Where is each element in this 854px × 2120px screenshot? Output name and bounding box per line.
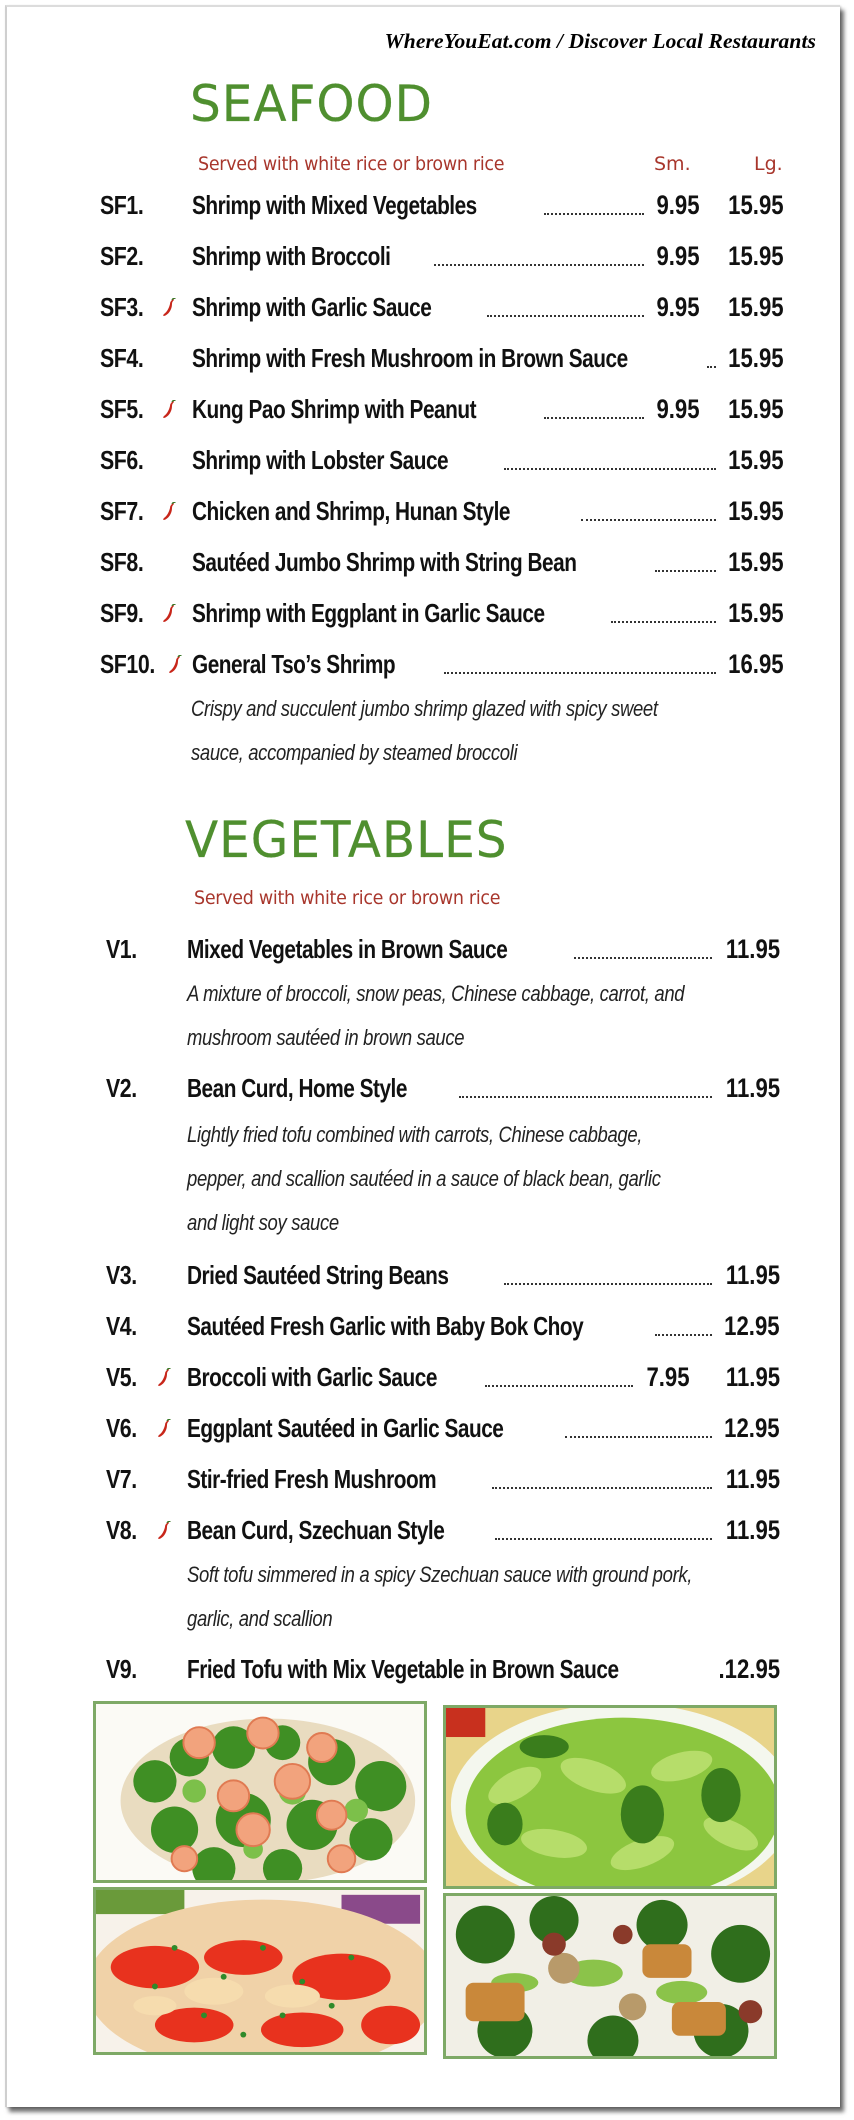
- section-subtitle-vegetables: Served with white rice or brown rice: [194, 887, 501, 909]
- item-code: SF4.: [100, 343, 144, 373]
- item-code: V5.: [106, 1362, 137, 1392]
- item-code: V8.: [106, 1515, 137, 1545]
- food-photo-bok-choy: [443, 1705, 777, 1889]
- item-name: Kung Pao Shrimp with Peanut: [192, 394, 477, 424]
- description-line: Lightly fried tofu combined with carrots, Chinese cabbage,: [187, 1122, 643, 1147]
- spicy-pepper-icon: [161, 298, 177, 318]
- price-large: 15.95: [728, 496, 784, 526]
- description-line: Crispy and succulent jumbo shrimp glazed with spicy sweet: [191, 696, 658, 721]
- menu-item-sf4: [7, 341, 840, 375]
- item-code: V3.: [106, 1260, 137, 1290]
- menu-item-v9: [7, 1652, 840, 1686]
- price-large: .12.95: [718, 1654, 780, 1684]
- item-name: Sautéed Jumbo Shrimp with String Bean: [192, 547, 577, 577]
- price-large: 15.95: [728, 547, 784, 577]
- item-name: Shrimp with Lobster Sauce: [192, 445, 449, 475]
- dot-leader: [504, 1283, 712, 1285]
- site-watermark: WhereYouEat.com / Discover Local Restaurants: [384, 29, 816, 53]
- dot-leader: [655, 1334, 712, 1336]
- price-small: 9.95: [656, 292, 700, 322]
- description-line: sauce, accompanied by steamed broccoli: [191, 740, 518, 765]
- menu-item-v7: [7, 1462, 840, 1496]
- description-line: pepper, and scallion sautéed in a sauce of black bean, garlic: [187, 1166, 661, 1191]
- description-line: garlic, and scallion: [187, 1606, 333, 1631]
- price-small: 9.95: [656, 394, 700, 424]
- item-code: SF5.: [100, 394, 144, 424]
- spicy-pepper-icon: [156, 1419, 172, 1439]
- item-name: Sautéed Fresh Garlic with Baby Bok Choy: [187, 1311, 584, 1341]
- menu-item-v6: [7, 1411, 840, 1445]
- item-name: General Tso’s Shrimp: [192, 649, 396, 679]
- description-line: A mixture of broccoli, snow peas, Chinese cabbage, carrot, and: [187, 981, 685, 1006]
- price-large: 11.95: [725, 1260, 780, 1290]
- food-photo-mixed-vegetables-tofu: [443, 1893, 777, 2059]
- food-photo-shrimp-broccoli: [93, 1701, 427, 1883]
- item-description-v2: [187, 1113, 750, 1245]
- price-large: 15.95: [728, 241, 784, 271]
- item-name: Chicken and Shrimp, Hunan Style: [192, 496, 510, 526]
- item-description-v1: [187, 972, 750, 1060]
- item-code: SF8.: [100, 547, 144, 577]
- item-code: SF9.: [100, 598, 144, 628]
- price-large: 12.95: [724, 1311, 780, 1341]
- item-name: Shrimp with Eggplant in Garlic Sauce: [192, 598, 545, 628]
- item-description-v8: [187, 1553, 750, 1641]
- section-subtitle-seafood: Served with white rice or brown rice: [198, 153, 505, 175]
- menu-item-v4: [7, 1309, 840, 1343]
- size-label-large: Lg.: [754, 153, 783, 175]
- spicy-pepper-icon: [161, 400, 177, 420]
- description-line: Soft tofu simmered in a spicy Szechuan sauce with ground pork,: [187, 1562, 693, 1587]
- dot-leader: [574, 957, 712, 959]
- item-code: SF7.: [100, 496, 144, 526]
- price-large: 15.95: [728, 190, 784, 220]
- price-large: 11.95: [725, 1362, 780, 1392]
- menu-item-sf1: [7, 188, 840, 222]
- spicy-pepper-icon: [161, 502, 177, 522]
- dot-leader: [655, 570, 716, 572]
- item-name: Shrimp with Broccoli: [192, 241, 391, 271]
- bok-choy-photo-icon: [446, 1708, 774, 1886]
- price-large: 11.95: [725, 1515, 780, 1545]
- price-large: 11.95: [725, 1464, 780, 1494]
- price-small: 9.95: [656, 241, 700, 271]
- dot-leader: [492, 1487, 712, 1489]
- price-large: 15.95: [728, 598, 784, 628]
- price-large: 15.95: [728, 343, 784, 373]
- dot-leader: [504, 468, 716, 470]
- dot-leader: [565, 1436, 712, 1438]
- item-name: Mixed Vegetables in Brown Sauce: [187, 934, 508, 964]
- dot-leader: [444, 672, 716, 674]
- item-code: V7.: [106, 1464, 137, 1494]
- price-large: 16.95: [728, 649, 784, 679]
- menu-item-sf6: [7, 443, 840, 477]
- item-code: SF3.: [100, 292, 144, 322]
- dot-leader: [544, 417, 644, 419]
- price-large: 15.95: [728, 394, 784, 424]
- food-photo-tomato-egg: [93, 1887, 427, 2055]
- dot-leader: [495, 1538, 712, 1540]
- item-code: V9.: [106, 1654, 137, 1684]
- spicy-pepper-icon: [167, 655, 183, 675]
- menu-item-sf2: [7, 239, 840, 273]
- menu-item-sf9: [7, 596, 840, 630]
- item-description-sf10: [191, 687, 754, 775]
- dot-leader: [485, 1385, 633, 1387]
- menu-item-sf3: [7, 290, 840, 324]
- item-name: Bean Curd, Szechuan Style: [187, 1515, 445, 1545]
- item-name: Eggplant Sautéed in Garlic Sauce: [187, 1413, 504, 1443]
- price-large: 11.95: [725, 934, 780, 964]
- spicy-pepper-icon: [161, 604, 177, 624]
- dot-leader: [581, 519, 716, 521]
- menu-item-sf8: [7, 545, 840, 579]
- price-small: 7.95: [646, 1362, 690, 1392]
- dot-leader: [434, 264, 644, 266]
- dot-leader: [459, 1096, 712, 1098]
- menu-item-v5: [7, 1360, 840, 1394]
- menu-item-v1: [7, 932, 840, 966]
- item-code: SF10.: [100, 649, 155, 679]
- item-code: V6.: [106, 1413, 137, 1443]
- item-name: Shrimp with Mixed Vegetables: [192, 190, 477, 220]
- item-name: Broccoli with Garlic Sauce: [187, 1362, 437, 1392]
- item-name: Bean Curd, Home Style: [187, 1073, 407, 1103]
- tomato-egg-photo-icon: [96, 1890, 424, 2052]
- dot-leader: [544, 213, 644, 215]
- item-name: Dried Sautéed String Beans: [187, 1260, 449, 1290]
- item-code: V2.: [106, 1073, 137, 1103]
- price-large: 15.95: [728, 292, 784, 322]
- item-code: SF1.: [100, 190, 144, 220]
- spicy-pepper-icon: [156, 1521, 172, 1541]
- item-name: Shrimp with Garlic Sauce: [192, 292, 432, 322]
- description-line: and light soy sauce: [187, 1210, 339, 1235]
- price-small: 9.95: [656, 190, 700, 220]
- item-code: V1.: [106, 934, 137, 964]
- menu-item-v2: [7, 1071, 840, 1105]
- dot-leader: [611, 621, 716, 623]
- menu-page: [5, 5, 840, 2107]
- size-label-small: Sm.: [654, 153, 691, 175]
- menu-item-sf7: [7, 494, 840, 528]
- mixed-vegetables-photo-icon: [446, 1896, 774, 2056]
- item-name: Shrimp with Fresh Mushroom in Brown Sauce: [192, 343, 628, 373]
- dot-leader: [707, 366, 716, 368]
- price-large: 11.95: [725, 1073, 780, 1103]
- menu-item-v3: [7, 1258, 840, 1292]
- menu-item-sf10: [7, 647, 840, 681]
- price-large: 15.95: [728, 445, 784, 475]
- item-code: SF2.: [100, 241, 144, 271]
- description-line: mushroom sautéed in brown sauce: [187, 1025, 465, 1050]
- item-code: SF6.: [100, 445, 144, 475]
- spicy-pepper-icon: [156, 1368, 172, 1388]
- menu-item-sf5: [7, 392, 840, 426]
- dot-leader: [487, 315, 644, 317]
- section-title-vegetables: VEGETABLES: [185, 811, 508, 869]
- item-code: V4.: [106, 1311, 137, 1341]
- shrimp-broccoli-photo-icon: [96, 1704, 424, 1880]
- price-large: 12.95: [724, 1413, 780, 1443]
- item-name: Stir-fried Fresh Mushroom: [187, 1464, 437, 1494]
- menu-item-v8: [7, 1513, 840, 1547]
- item-name: Fried Tofu with Mix Vegetable in Brown Sauce: [187, 1654, 619, 1684]
- section-title-seafood: SEAFOOD: [190, 75, 434, 133]
